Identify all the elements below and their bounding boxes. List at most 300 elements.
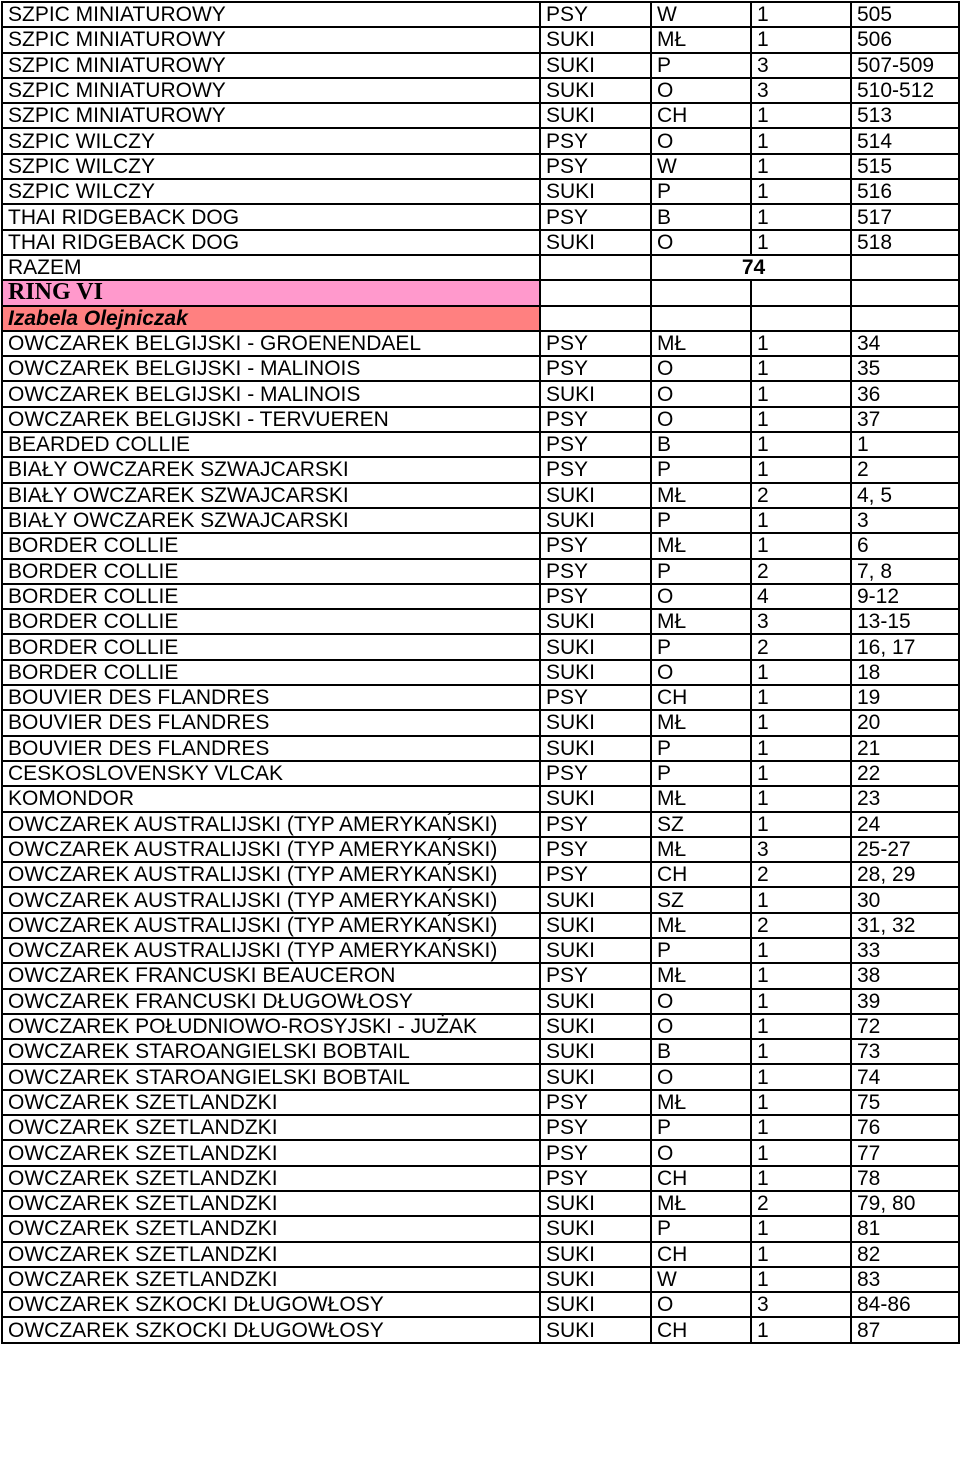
- catalog-numbers-cell: 37: [851, 407, 959, 432]
- breed-cell: SZPIC MINIATUROWY: [2, 103, 540, 128]
- catalog-numbers-cell: 6: [851, 533, 959, 558]
- class-cell: P: [651, 559, 751, 584]
- sex-cell: SUKI: [540, 660, 651, 685]
- sex-cell: PSY: [540, 761, 651, 786]
- table-row: [2, 2, 959, 27]
- catalog-numbers-cell: 77: [851, 1140, 959, 1165]
- breed-cell: BORDER COLLIE: [2, 533, 540, 558]
- catalog-numbers-cell: 35: [851, 356, 959, 381]
- sex-cell: SUKI: [540, 786, 651, 811]
- empty-cell: [651, 280, 751, 305]
- sex-cell: PSY: [540, 837, 651, 862]
- sex-cell: SUKI: [540, 609, 651, 634]
- sex-cell: SUKI: [540, 508, 651, 533]
- table-row: [2, 432, 959, 457]
- sex-cell: PSY: [540, 204, 651, 229]
- class-cell: MŁ: [651, 533, 751, 558]
- breed-cell: BOUVIER DES FLANDRES: [2, 710, 540, 735]
- count-cell: 1: [751, 432, 851, 457]
- sex-cell: PSY: [540, 432, 651, 457]
- count-cell: 1: [751, 786, 851, 811]
- table-row: [2, 1090, 959, 1115]
- empty-cell: [751, 280, 851, 305]
- sex-cell: PSY: [540, 356, 651, 381]
- breed-cell: BORDER COLLIE: [2, 660, 540, 685]
- breed-cell: BOUVIER DES FLANDRES: [2, 736, 540, 761]
- count-cell: 2: [751, 559, 851, 584]
- table-row: [2, 609, 959, 634]
- table-row: [2, 204, 959, 229]
- sex-cell: PSY: [540, 1166, 651, 1191]
- breed-cell: THAI RIDGEBACK DOG: [2, 230, 540, 255]
- breed-cell: OWCZAREK SZETLANDZKI: [2, 1216, 540, 1241]
- table-row: [2, 1191, 959, 1216]
- entries-after-ring: [2, 331, 959, 1343]
- table-row: [2, 230, 959, 255]
- sex-cell: SUKI: [540, 483, 651, 508]
- table-row: [2, 1140, 959, 1165]
- total-row: [2, 255, 959, 280]
- catalog-numbers-cell: 76: [851, 1115, 959, 1140]
- breed-cell: OWCZAREK FRANCUSKI BEAUCERON: [2, 963, 540, 988]
- class-cell: CH: [651, 1242, 751, 1267]
- class-cell: MŁ: [651, 1090, 751, 1115]
- catalog-numbers-cell: 87: [851, 1317, 959, 1342]
- count-cell: 1: [751, 938, 851, 963]
- catalog-numbers-cell: 38: [851, 963, 959, 988]
- breed-cell: BIAŁY OWCZAREK SZWAJCARSKI: [2, 483, 540, 508]
- count-cell: 1: [751, 1014, 851, 1039]
- table-row: [2, 53, 959, 78]
- class-cell: CH: [651, 685, 751, 710]
- breed-cell: OWCZAREK POŁUDNIOWO-ROSYJSKI - JUŻAK: [2, 1014, 540, 1039]
- class-cell: B: [651, 432, 751, 457]
- table-row: [2, 1216, 959, 1241]
- table-row: [2, 786, 959, 811]
- class-cell: MŁ: [651, 913, 751, 938]
- table-row: [2, 78, 959, 103]
- count-cell: 1: [751, 660, 851, 685]
- class-cell: P: [651, 179, 751, 204]
- breed-cell: SZPIC MINIATUROWY: [2, 27, 540, 52]
- class-cell: O: [651, 1064, 751, 1089]
- count-cell: 1: [751, 887, 851, 912]
- count-cell: 2: [751, 1191, 851, 1216]
- breed-cell: OWCZAREK BELGIJSKI - MALINOIS: [2, 356, 540, 381]
- breed-cell: OWCZAREK SZETLANDZKI: [2, 1166, 540, 1191]
- catalog-numbers-cell: 7, 8: [851, 559, 959, 584]
- sex-cell: PSY: [540, 533, 651, 558]
- breed-cell: BOUVIER DES FLANDRES: [2, 685, 540, 710]
- class-cell: O: [651, 989, 751, 1014]
- catalog-numbers-cell: 36: [851, 381, 959, 406]
- breed-cell: KOMONDOR: [2, 786, 540, 811]
- class-cell: O: [651, 381, 751, 406]
- count-cell: 1: [751, 204, 851, 229]
- catalog-numbers-cell: 21: [851, 736, 959, 761]
- total-label: RAZEM: [2, 255, 540, 280]
- catalog-numbers-cell: 516: [851, 179, 959, 204]
- breed-cell: SZPIC MINIATUROWY: [2, 78, 540, 103]
- sex-cell: PSY: [540, 1115, 651, 1140]
- total-value: 74: [651, 255, 851, 280]
- count-cell: 3: [751, 609, 851, 634]
- catalog-numbers-cell: 18: [851, 660, 959, 685]
- class-cell: MŁ: [651, 710, 751, 735]
- count-cell: 1: [751, 1140, 851, 1165]
- class-cell: B: [651, 1039, 751, 1064]
- breed-cell: OWCZAREK SZETLANDZKI: [2, 1267, 540, 1292]
- count-cell: 2: [751, 862, 851, 887]
- table-row: [2, 1064, 959, 1089]
- class-cell: P: [651, 938, 751, 963]
- empty-cell: [651, 306, 751, 331]
- catalog-numbers-cell: 514: [851, 128, 959, 153]
- count-cell: 1: [751, 1064, 851, 1089]
- breed-cell: OWCZAREK STAROANGIELSKI BOBTAIL: [2, 1064, 540, 1089]
- empty-cell: [540, 280, 651, 305]
- class-cell: O: [651, 407, 751, 432]
- sex-cell: PSY: [540, 559, 651, 584]
- empty-cell: [851, 306, 959, 331]
- catalog-numbers-cell: 23: [851, 786, 959, 811]
- catalog-numbers-cell: 79, 80: [851, 1191, 959, 1216]
- count-cell: 1: [751, 154, 851, 179]
- breed-cell: OWCZAREK SZKOCKI DŁUGOWŁOSY: [2, 1292, 540, 1317]
- class-cell: MŁ: [651, 1191, 751, 1216]
- class-cell: O: [651, 1140, 751, 1165]
- breed-cell: THAI RIDGEBACK DOG: [2, 204, 540, 229]
- sex-cell: PSY: [540, 812, 651, 837]
- table-row: [2, 862, 959, 887]
- count-cell: 1: [751, 356, 851, 381]
- count-cell: 1: [751, 963, 851, 988]
- count-cell: 2: [751, 634, 851, 659]
- sex-cell: PSY: [540, 862, 651, 887]
- sex-cell: PSY: [540, 407, 651, 432]
- sex-cell: PSY: [540, 1090, 651, 1115]
- sex-cell: SUKI: [540, 78, 651, 103]
- breed-cell: SZPIC MINIATUROWY: [2, 2, 540, 27]
- class-cell: P: [651, 634, 751, 659]
- sex-cell: PSY: [540, 1140, 651, 1165]
- class-cell: P: [651, 508, 751, 533]
- catalog-numbers-cell: 2: [851, 457, 959, 482]
- catalog-numbers-cell: 19: [851, 685, 959, 710]
- breed-cell: OWCZAREK BELGIJSKI - TERVUEREN: [2, 407, 540, 432]
- catalog-numbers-cell: 39: [851, 989, 959, 1014]
- breed-cell: OWCZAREK SZETLANDZKI: [2, 1140, 540, 1165]
- count-cell: 1: [751, 761, 851, 786]
- breed-cell: BORDER COLLIE: [2, 609, 540, 634]
- sex-cell: SUKI: [540, 634, 651, 659]
- table-row: [2, 685, 959, 710]
- count-cell: 1: [751, 1267, 851, 1292]
- empty-cell: [851, 280, 959, 305]
- breed-cell: BIAŁY OWCZAREK SZWAJCARSKI: [2, 508, 540, 533]
- catalog-numbers-cell: 30: [851, 887, 959, 912]
- class-cell: O: [651, 1292, 751, 1317]
- table-row: [2, 331, 959, 356]
- class-cell: P: [651, 53, 751, 78]
- table-row: [2, 1317, 959, 1342]
- catalog-numbers-cell: 34: [851, 331, 959, 356]
- count-cell: 1: [751, 1090, 851, 1115]
- table-row: [2, 913, 959, 938]
- breed-cell: OWCZAREK AUSTRALIJSKI (TYP AMERYKAŃSKI): [2, 913, 540, 938]
- sex-cell: PSY: [540, 331, 651, 356]
- class-cell: MŁ: [651, 837, 751, 862]
- sex-cell: SUKI: [540, 989, 651, 1014]
- class-cell: P: [651, 736, 751, 761]
- judge-name: Izabela Olejniczak: [2, 306, 540, 331]
- catalog-numbers-cell: 507-509: [851, 53, 959, 78]
- table-row: [2, 584, 959, 609]
- breed-cell: BIAŁY OWCZAREK SZWAJCARSKI: [2, 457, 540, 482]
- catalog-numbers-cell: 22: [851, 761, 959, 786]
- count-cell: 1: [751, 1039, 851, 1064]
- catalog-numbers-cell: 3: [851, 508, 959, 533]
- table-row: [2, 407, 959, 432]
- breed-cell: BORDER COLLIE: [2, 559, 540, 584]
- judge-row: [2, 306, 959, 331]
- class-cell: W: [651, 1267, 751, 1292]
- count-cell: 3: [751, 53, 851, 78]
- breed-cell: OWCZAREK AUSTRALIJSKI (TYP AMERYKAŃSKI): [2, 887, 540, 912]
- table-row: [2, 483, 959, 508]
- sex-cell: PSY: [540, 685, 651, 710]
- count-cell: 1: [751, 1242, 851, 1267]
- count-cell: 1: [751, 533, 851, 558]
- breed-cell: OWCZAREK SZETLANDZKI: [2, 1242, 540, 1267]
- sex-cell: PSY: [540, 154, 651, 179]
- breed-cell: OWCZAREK STAROANGIELSKI BOBTAIL: [2, 1039, 540, 1064]
- table-row: [2, 1039, 959, 1064]
- catalog-numbers-cell: 513: [851, 103, 959, 128]
- count-cell: 1: [751, 179, 851, 204]
- breed-cell: BORDER COLLIE: [2, 584, 540, 609]
- table-row: [2, 356, 959, 381]
- count-cell: 1: [751, 1115, 851, 1140]
- class-cell: O: [651, 128, 751, 153]
- class-cell: P: [651, 761, 751, 786]
- catalog-numbers-cell: 83: [851, 1267, 959, 1292]
- table-row: [2, 154, 959, 179]
- count-cell: 1: [751, 989, 851, 1014]
- catalog-numbers-cell: 33: [851, 938, 959, 963]
- catalog-numbers-cell: 518: [851, 230, 959, 255]
- catalog-numbers-cell: 84-86: [851, 1292, 959, 1317]
- summary-section: [2, 255, 959, 331]
- sex-cell: SUKI: [540, 887, 651, 912]
- table-row: [2, 1166, 959, 1191]
- breed-cell: OWCZAREK SZETLANDZKI: [2, 1090, 540, 1115]
- table-row: [2, 660, 959, 685]
- table-row: [2, 559, 959, 584]
- catalog-numbers-cell: 16, 17: [851, 634, 959, 659]
- count-cell: 1: [751, 1317, 851, 1342]
- catalog-numbers-cell: 81: [851, 1216, 959, 1241]
- sex-cell: SUKI: [540, 1216, 651, 1241]
- class-cell: CH: [651, 862, 751, 887]
- class-cell: P: [651, 1216, 751, 1241]
- count-cell: 3: [751, 78, 851, 103]
- table-row: [2, 938, 959, 963]
- breed-cell: OWCZAREK SZKOCKI DŁUGOWŁOSY: [2, 1317, 540, 1342]
- catalog-numbers-cell: 510-512: [851, 78, 959, 103]
- sex-cell: SUKI: [540, 736, 651, 761]
- class-cell: SZ: [651, 887, 751, 912]
- class-cell: CH: [651, 1166, 751, 1191]
- count-cell: 1: [751, 685, 851, 710]
- sex-cell: SUKI: [540, 53, 651, 78]
- table-row: [2, 989, 959, 1014]
- table-row: [2, 963, 959, 988]
- catalog-numbers-cell: 31, 32: [851, 913, 959, 938]
- table-row: [2, 634, 959, 659]
- class-cell: P: [651, 1115, 751, 1140]
- sex-cell: SUKI: [540, 27, 651, 52]
- count-cell: 1: [751, 103, 851, 128]
- table-row: [2, 508, 959, 533]
- class-cell: SZ: [651, 812, 751, 837]
- count-cell: 3: [751, 837, 851, 862]
- class-cell: CH: [651, 1317, 751, 1342]
- ring-title-row: [2, 280, 959, 305]
- breed-cell: OWCZAREK BELGIJSKI - MALINOIS: [2, 381, 540, 406]
- sex-cell: SUKI: [540, 179, 651, 204]
- breed-cell: BORDER COLLIE: [2, 634, 540, 659]
- catalog-numbers-cell: 78: [851, 1166, 959, 1191]
- sex-cell: PSY: [540, 2, 651, 27]
- sex-cell: SUKI: [540, 230, 651, 255]
- breed-cell: CESKOSLOVENSKY VLCAK: [2, 761, 540, 786]
- empty-cell: [851, 255, 959, 280]
- count-cell: 1: [751, 457, 851, 482]
- catalog-numbers-cell: 506: [851, 27, 959, 52]
- class-cell: O: [651, 356, 751, 381]
- table-row: [2, 128, 959, 153]
- sex-cell: SUKI: [540, 1267, 651, 1292]
- sex-cell: SUKI: [540, 1292, 651, 1317]
- table-row: [2, 179, 959, 204]
- catalog-numbers-cell: 24: [851, 812, 959, 837]
- count-cell: 1: [751, 381, 851, 406]
- breed-cell: OWCZAREK FRANCUSKI DŁUGOWŁOSY: [2, 989, 540, 1014]
- count-cell: 1: [751, 230, 851, 255]
- breed-cell: OWCZAREK BELGIJSKI - GROENENDAEL: [2, 331, 540, 356]
- sex-cell: SUKI: [540, 381, 651, 406]
- empty-cell: [751, 306, 851, 331]
- class-cell: MŁ: [651, 609, 751, 634]
- breed-cell: SZPIC WILCZY: [2, 179, 540, 204]
- breed-cell: OWCZAREK SZETLANDZKI: [2, 1191, 540, 1216]
- table-row: [2, 27, 959, 52]
- table-row: [2, 887, 959, 912]
- class-cell: O: [651, 78, 751, 103]
- count-cell: 4: [751, 584, 851, 609]
- table-row: [2, 761, 959, 786]
- table-row: [2, 533, 959, 558]
- count-cell: 1: [751, 407, 851, 432]
- catalog-numbers-cell: 4, 5: [851, 483, 959, 508]
- table-row: [2, 381, 959, 406]
- table-row: [2, 457, 959, 482]
- table-row: [2, 1292, 959, 1317]
- sex-cell: PSY: [540, 963, 651, 988]
- class-cell: O: [651, 1014, 751, 1039]
- table-row: [2, 812, 959, 837]
- sex-cell: PSY: [540, 584, 651, 609]
- catalog-numbers-cell: 505: [851, 2, 959, 27]
- breed-cell: BEARDED COLLIE: [2, 432, 540, 457]
- breed-cell: OWCZAREK AUSTRALIJSKI (TYP AMERYKAŃSKI): [2, 812, 540, 837]
- catalog-numbers-cell: 9-12: [851, 584, 959, 609]
- table-row: [2, 1242, 959, 1267]
- breed-cell: SZPIC WILCZY: [2, 128, 540, 153]
- count-cell: 1: [751, 710, 851, 735]
- catalog-numbers-cell: 25-27: [851, 837, 959, 862]
- class-cell: B: [651, 204, 751, 229]
- count-cell: 3: [751, 1292, 851, 1317]
- sex-cell: SUKI: [540, 938, 651, 963]
- count-cell: 1: [751, 331, 851, 356]
- class-cell: MŁ: [651, 331, 751, 356]
- catalog-numbers-cell: 28, 29: [851, 862, 959, 887]
- count-cell: 1: [751, 812, 851, 837]
- class-cell: O: [651, 660, 751, 685]
- empty-cell: [540, 306, 651, 331]
- ring-title: RING VI: [2, 280, 540, 305]
- sex-cell: SUKI: [540, 913, 651, 938]
- count-cell: 2: [751, 913, 851, 938]
- entries-table: [1, 1, 960, 1344]
- breed-cell: OWCZAREK AUSTRALIJSKI (TYP AMERYKAŃSKI): [2, 938, 540, 963]
- sex-cell: SUKI: [540, 1064, 651, 1089]
- table-row: [2, 1014, 959, 1039]
- count-cell: 1: [751, 508, 851, 533]
- sex-cell: PSY: [540, 457, 651, 482]
- breed-cell: OWCZAREK SZETLANDZKI: [2, 1115, 540, 1140]
- class-cell: CH: [651, 103, 751, 128]
- sex-cell: SUKI: [540, 1317, 651, 1342]
- breed-cell: OWCZAREK AUSTRALIJSKI (TYP AMERYKAŃSKI): [2, 837, 540, 862]
- class-cell: MŁ: [651, 483, 751, 508]
- count-cell: 1: [751, 128, 851, 153]
- catalog-numbers-cell: 13-15: [851, 609, 959, 634]
- empty-cell: [540, 255, 651, 280]
- table-row: [2, 103, 959, 128]
- class-cell: O: [651, 584, 751, 609]
- sex-cell: SUKI: [540, 1191, 651, 1216]
- class-cell: MŁ: [651, 27, 751, 52]
- catalog-numbers-cell: 82: [851, 1242, 959, 1267]
- catalog-numbers-cell: 72: [851, 1014, 959, 1039]
- catalog-numbers-cell: 20: [851, 710, 959, 735]
- sex-cell: SUKI: [540, 1039, 651, 1064]
- count-cell: 1: [751, 1166, 851, 1191]
- table-row: [2, 1267, 959, 1292]
- sex-cell: SUKI: [540, 1014, 651, 1039]
- class-cell: P: [651, 457, 751, 482]
- breed-cell: SZPIC WILCZY: [2, 154, 540, 179]
- sex-cell: PSY: [540, 128, 651, 153]
- catalog-numbers-cell: 75: [851, 1090, 959, 1115]
- breed-cell: OWCZAREK AUSTRALIJSKI (TYP AMERYKAŃSKI): [2, 862, 540, 887]
- entries-before-ring: [2, 2, 959, 255]
- table-row: [2, 710, 959, 735]
- count-cell: 1: [751, 2, 851, 27]
